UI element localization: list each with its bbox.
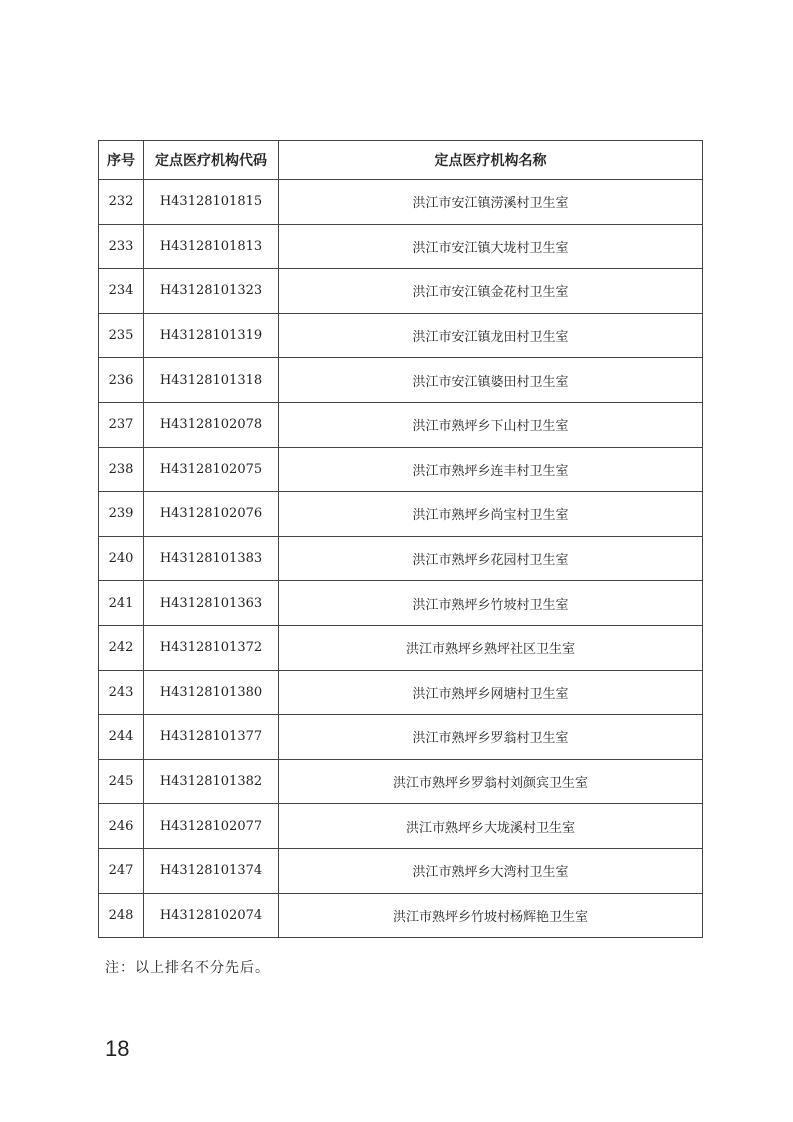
table-row (99, 180, 703, 225)
cell-code: H43128101374 (144, 848, 279, 893)
cell-index: 238 (99, 447, 144, 492)
cell-name: 洪江市安江镇金花村卫生室 (279, 269, 703, 314)
table-row (99, 536, 703, 581)
cell-name: 洪江市熟坪乡连丰村卫生室 (279, 447, 703, 492)
cell-code: H43128102078 (144, 402, 279, 447)
cell-code: H43128101318 (144, 358, 279, 403)
cell-code: H43128101382 (144, 759, 279, 804)
header-index: 序号 (99, 141, 144, 180)
table-row (99, 224, 703, 269)
table-row (99, 581, 703, 626)
cell-name: 洪江市安江镇大垅村卫生室 (279, 224, 703, 269)
header-code: 定点医疗机构代码 (144, 141, 279, 180)
table-row (99, 670, 703, 715)
cell-index: 240 (99, 536, 144, 581)
cell-index: 235 (99, 313, 144, 358)
cell-code: H43128102074 (144, 893, 279, 938)
table-row (99, 402, 703, 447)
cell-index: 236 (99, 358, 144, 403)
cell-code: H43128101380 (144, 670, 279, 715)
cell-index: 246 (99, 804, 144, 849)
cell-code: H43128102077 (144, 804, 279, 849)
cell-code: H43128102075 (144, 447, 279, 492)
cell-index: 233 (99, 224, 144, 269)
table-row (99, 358, 703, 403)
cell-name: 洪江市安江镇涝溪村卫生室 (279, 180, 703, 225)
cell-index: 239 (99, 492, 144, 537)
table-row (99, 313, 703, 358)
cell-index: 241 (99, 581, 144, 626)
cell-name: 洪江市熟坪乡竹坡村卫生室 (279, 581, 703, 626)
cell-index: 248 (99, 893, 144, 938)
cell-name: 洪江市熟坪乡竹坡村杨辉艳卫生室 (279, 893, 703, 938)
cell-name: 洪江市熟坪乡大湾村卫生室 (279, 848, 703, 893)
table-row (99, 848, 703, 893)
cell-name: 洪江市熟坪乡熟坪社区卫生室 (279, 625, 703, 670)
table-body (99, 180, 703, 938)
table-row (99, 715, 703, 760)
cell-name: 洪江市熟坪乡罗翁村卫生室 (279, 715, 703, 760)
clinic-table (98, 140, 703, 938)
table-row (99, 759, 703, 804)
cell-index: 245 (99, 759, 144, 804)
cell-index: 234 (99, 269, 144, 314)
cell-index: 247 (99, 848, 144, 893)
table-row (99, 492, 703, 537)
cell-index: 232 (99, 180, 144, 225)
page-number: 18 (105, 1036, 130, 1061)
cell-index: 237 (99, 402, 144, 447)
cell-name: 洪江市熟坪乡大垅溪村卫生室 (279, 804, 703, 849)
cell-code: H43128101319 (144, 313, 279, 358)
table-header-row (99, 141, 703, 180)
table-row (99, 804, 703, 849)
cell-name: 洪江市熟坪乡网塘村卫生室 (279, 670, 703, 715)
cell-code: H43128101383 (144, 536, 279, 581)
table-row (99, 893, 703, 938)
cell-code: H43128102076 (144, 492, 279, 537)
table-row (99, 447, 703, 492)
cell-code: H43128101372 (144, 625, 279, 670)
footnote: 注：以上排名不分先后。 (105, 960, 270, 976)
cell-index: 244 (99, 715, 144, 760)
cell-code: H43128101377 (144, 715, 279, 760)
table-row (99, 625, 703, 670)
cell-name: 洪江市熟坪乡花园村卫生室 (279, 536, 703, 581)
cell-name: 洪江市熟坪乡尚宝村卫生室 (279, 492, 703, 537)
cell-name: 洪江市安江镇婆田村卫生室 (279, 358, 703, 403)
cell-code: H43128101363 (144, 581, 279, 626)
cell-name: 洪江市熟坪乡罗翁村刘颜宾卫生室 (279, 759, 703, 804)
cell-code: H43128101323 (144, 269, 279, 314)
cell-index: 243 (99, 670, 144, 715)
header-name: 定点医疗机构名称 (279, 141, 703, 180)
cell-name: 洪江市熟坪乡下山村卫生室 (279, 402, 703, 447)
cell-code: H43128101815 (144, 180, 279, 225)
table-row (99, 269, 703, 314)
cell-index: 242 (99, 625, 144, 670)
cell-name: 洪江市安江镇龙田村卫生室 (279, 313, 703, 358)
cell-code: H43128101813 (144, 224, 279, 269)
